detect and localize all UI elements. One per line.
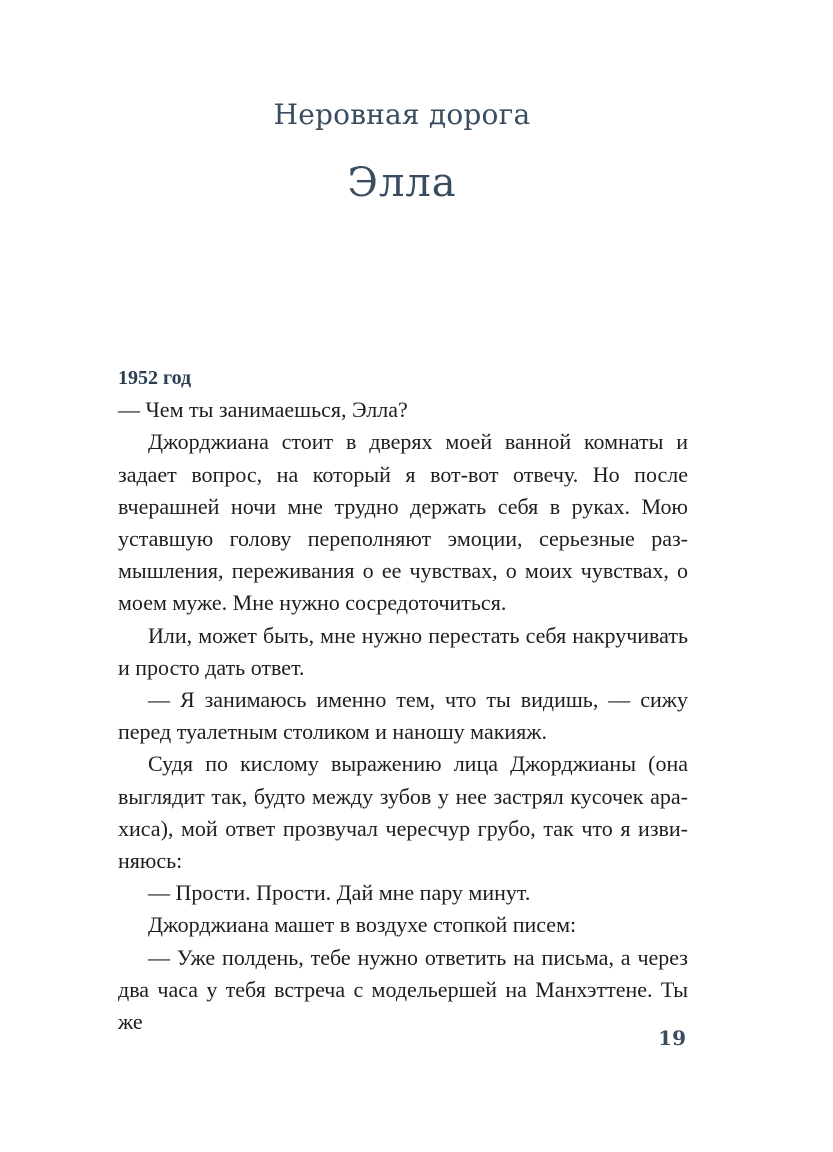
paragraph: — Я занимаюсь именно тем, что ты видишь, — сижу перед туалетным столиком и наношу макияж.: [118, 687, 688, 745]
paragraph: — Уже полдень, тебе нужно ответить на письма, а через два часа у тебя встреча с модельершей на Манхэттене. Ты же: [118, 944, 688, 1035]
paragraph: — Прости. Прости. Дай мне пару минут.: [148, 880, 531, 906]
paragraph: Джорджиана машет в воздухе стопкой писем:: [148, 912, 577, 938]
paragraph: Джорджиана стоит в дверях моей ванной комнаты и задает вопрос, на который я вот-вот отвечу. Но после вчерашней ночи мне трудно держать себя в руках. Мою уставшую голову переполняют эмоции, серьезные размышления, переживания о ее чувствах, о моих чувствах, о моем муже. Мне нужно сосредоточиться.: [118, 429, 688, 616]
section-title: Неровная дорога: [273, 98, 531, 131]
chapter-body: [118, 362, 688, 1038]
page-number: 19: [658, 1026, 686, 1050]
chapter-title: Элла: [347, 160, 457, 206]
paragraph: Судя по кислому выражению лица Джорджианы (она выглядит так, будто между зубов у нее застрял кусочек арахиса), мой ответ прозвучал чересчур грубо, так что я извиняюсь:: [118, 751, 688, 874]
paragraph: — Чем ты занимаешься, Элла?: [118, 397, 408, 423]
dateline: 1952 год: [118, 367, 192, 389]
paragraph: Или, может быть, мне нужно перестать себя накручивать и просто дать ответ.: [118, 622, 688, 680]
